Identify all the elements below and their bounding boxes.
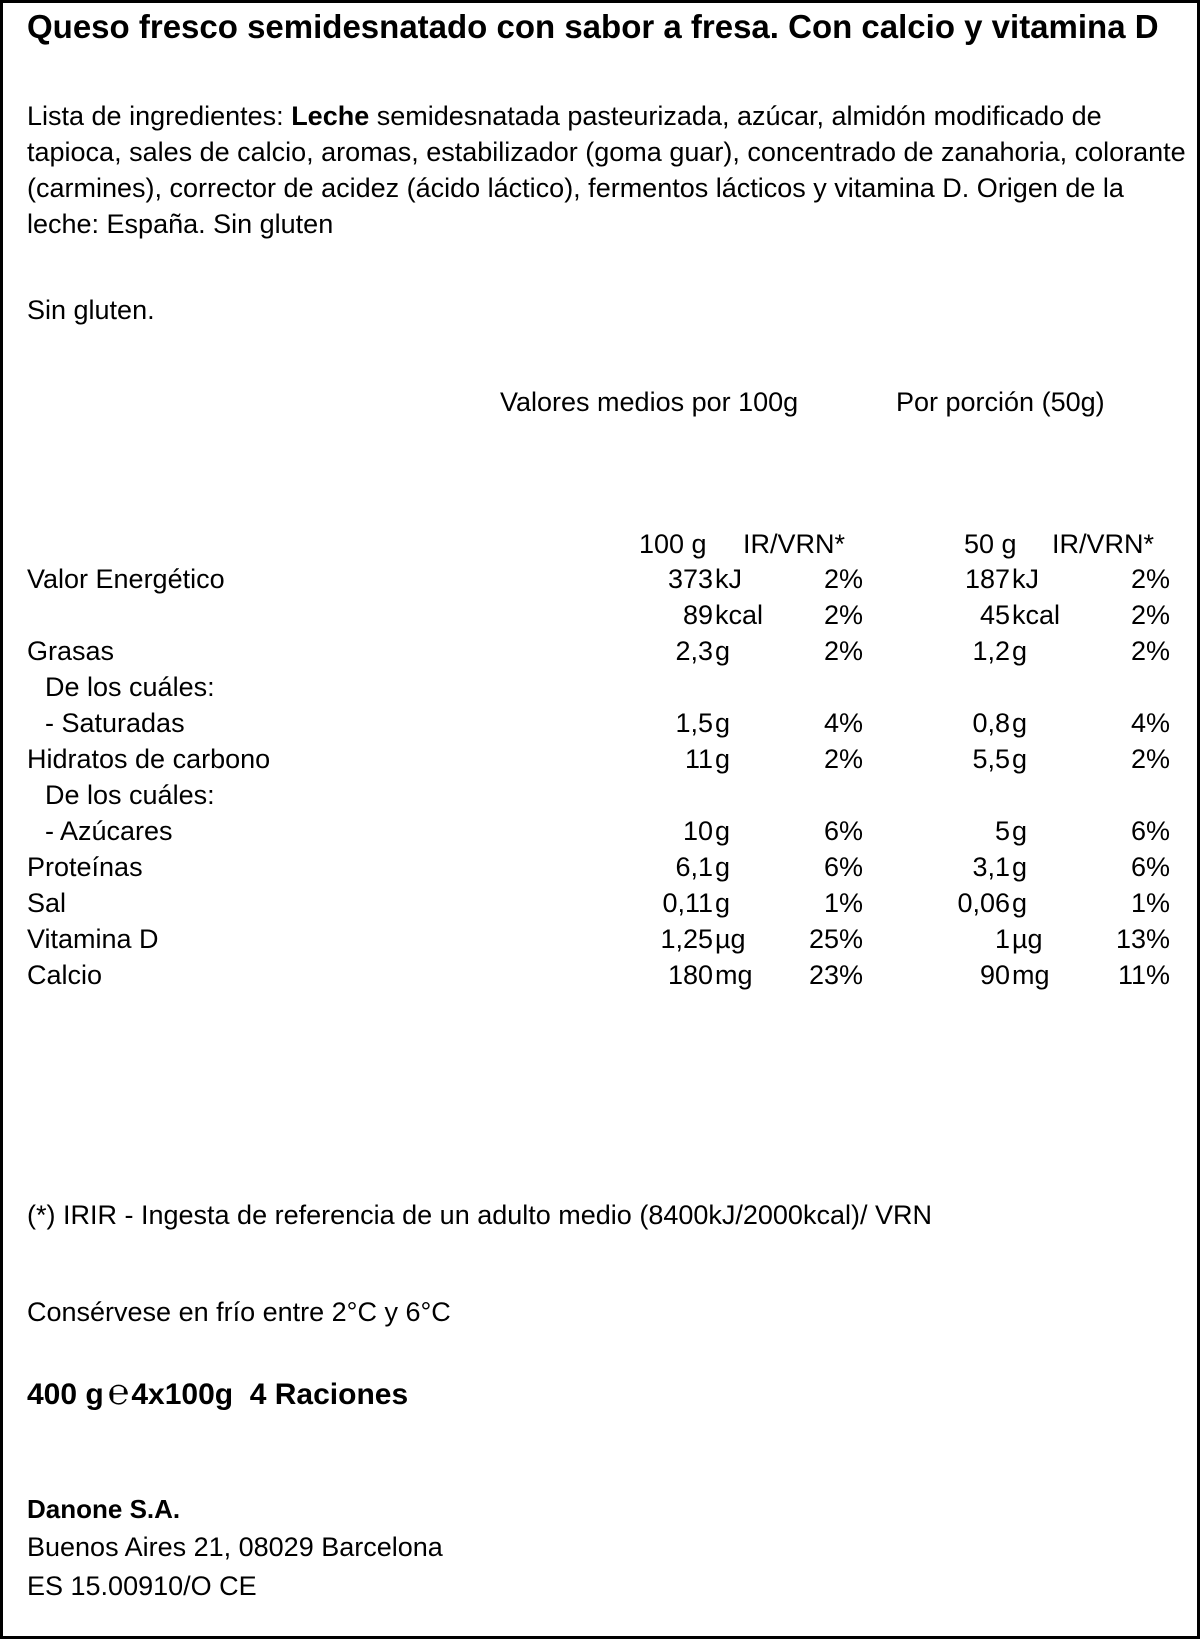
company-name: Danone S.A. [27,1494,181,1524]
nutrient-label: - Saturadas [45,708,185,738]
ir-50g: 2% [1130,744,1170,774]
nutrient-label: Grasas [27,636,115,666]
column-header-qty-100: 100 g [639,529,707,559]
unit-50g: g [1012,636,1028,666]
value-50g: 45 [979,600,1010,630]
column-header-ir-100: IR/VRN* [743,529,846,559]
unit-50g: g [1012,888,1028,918]
value-100g: 2,3 [675,636,713,666]
value-100g: 1,5 [675,708,713,738]
ir-50g: 2% [1130,564,1170,594]
unit-50g: g [1012,816,1028,846]
nutrient-label: Vitamina D [27,924,159,954]
ir-100g: 23% [808,960,863,990]
nutrition-header-100g: Valores medios por 100g [500,387,799,417]
ir-100g: 1% [823,888,863,918]
unit-100g: g [715,888,731,918]
ir-100g: 2% [823,564,863,594]
pack-breakdown: 4x100g [131,1378,234,1411]
unit-100g: g [715,816,731,846]
value-50g: 1 [994,924,1010,954]
ir-100g: 6% [823,816,863,846]
unit-50g: kJ [1012,564,1039,594]
unit-100g: g [715,852,731,882]
unit-100g: kcal [715,600,764,630]
column-header-qty-50: 50 g [964,529,1017,559]
value-50g: 187 [964,564,1010,594]
value-50g: 90 [979,960,1010,990]
nutrient-label: Proteínas [27,852,143,882]
unit-50g: g [1012,852,1028,882]
net-weight: 400 g [27,1378,104,1411]
ir-100g: 6% [823,852,863,882]
nutrient-label: De los cuáles: [45,780,215,810]
unit-100g: g [715,636,731,666]
value-50g: 0,8 [972,708,1010,738]
unit-50g: kcal [1012,600,1061,630]
storage-instructions: Consérvese en frío entre 2°C y 6°C [27,1297,451,1327]
ir-50g: 2% [1130,636,1170,666]
ir-50g: 13% [1115,924,1170,954]
ingredients-prefix: Lista de ingredientes: [27,101,292,131]
ingredients-list [27,98,1187,242]
value-100g: 11 [684,744,713,774]
nutrient-label: Sal [27,888,67,918]
nutrient-label: Hidratos de carbono [27,744,271,774]
value-100g: 0,11 [662,888,713,918]
ir-50g: 6% [1130,852,1170,882]
nutrient-label: De los cuáles: [45,672,215,702]
unit-50g: g [1012,708,1028,738]
unit-100g: mg [715,960,753,990]
value-100g: 1,25 [660,924,713,954]
product-title: Queso fresco semidesnatado con sabor a fresa. Con calcio y vitamina D [27,8,1159,45]
unit-50g: mg [1012,960,1050,990]
value-50g: 5,5 [972,744,1010,774]
ir-100g: 2% [823,744,863,774]
value-50g: 3,1 [972,852,1010,882]
net-weight-line [27,1371,409,1413]
unit-100g: µg [715,924,746,954]
value-100g: 373 [667,564,713,594]
nutrient-label: - Azúcares [45,816,173,846]
estimated-sign-icon: ℮ [107,1371,130,1412]
unit-100g: g [715,744,731,774]
ir-50g: 11% [1117,960,1170,990]
ir-100g: 4% [823,708,863,738]
company-address: Buenos Aires 21, 08029 Barcelona [27,1532,443,1562]
ir-50g: 6% [1130,816,1170,846]
ir-100g: 2% [823,600,863,630]
unit-50g: g [1012,744,1028,774]
ingredients-text: semidesnatada pasteurizada, azúcar, almidón modificado de tapioca, sales de calcio, aromas, estabilizador (goma guar), concentrado de zanahoria, colorante (carmines), corrector de acidez (ácido láctico), fermentos lácticos y vitamina D. Origen de la leche: España. Sin gluten [27,101,1186,239]
ir-50g: 1% [1130,888,1170,918]
nutrient-label: Valor Energético [27,564,225,594]
value-100g: 10 [682,816,713,846]
nutrient-label: Calcio [27,960,103,990]
column-header-ir-50: IR/VRN* [1052,529,1155,559]
health-registry: ES 15.00910/O CE [27,1571,257,1601]
value-100g: 89 [682,600,713,630]
ir-50g: 2% [1130,600,1170,630]
nutrition-header-portion: Por porción (50g) [896,387,1105,417]
unit-50g: µg [1012,924,1043,954]
value-100g: 6,1 [675,852,713,882]
ir-50g: 4% [1130,708,1170,738]
ir-100g: 25% [808,924,863,954]
portion-count: 4 Raciones [249,1378,409,1411]
value-100g: 180 [667,960,713,990]
value-50g: 0,06 [957,888,1010,918]
value-50g: 1,2 [972,636,1010,666]
reference-intake-footnote: (*) IRIR - Ingesta de referencia de un adulto medio (8400kJ/2000kcal)/ VRN [27,1200,932,1230]
value-50g: 5 [994,816,1010,846]
gluten-note: Sin gluten. [27,295,155,325]
ir-100g: 2% [823,636,863,666]
unit-100g: g [715,708,731,738]
unit-100g: kJ [715,564,742,594]
allergen-milk: Leche [291,101,370,131]
